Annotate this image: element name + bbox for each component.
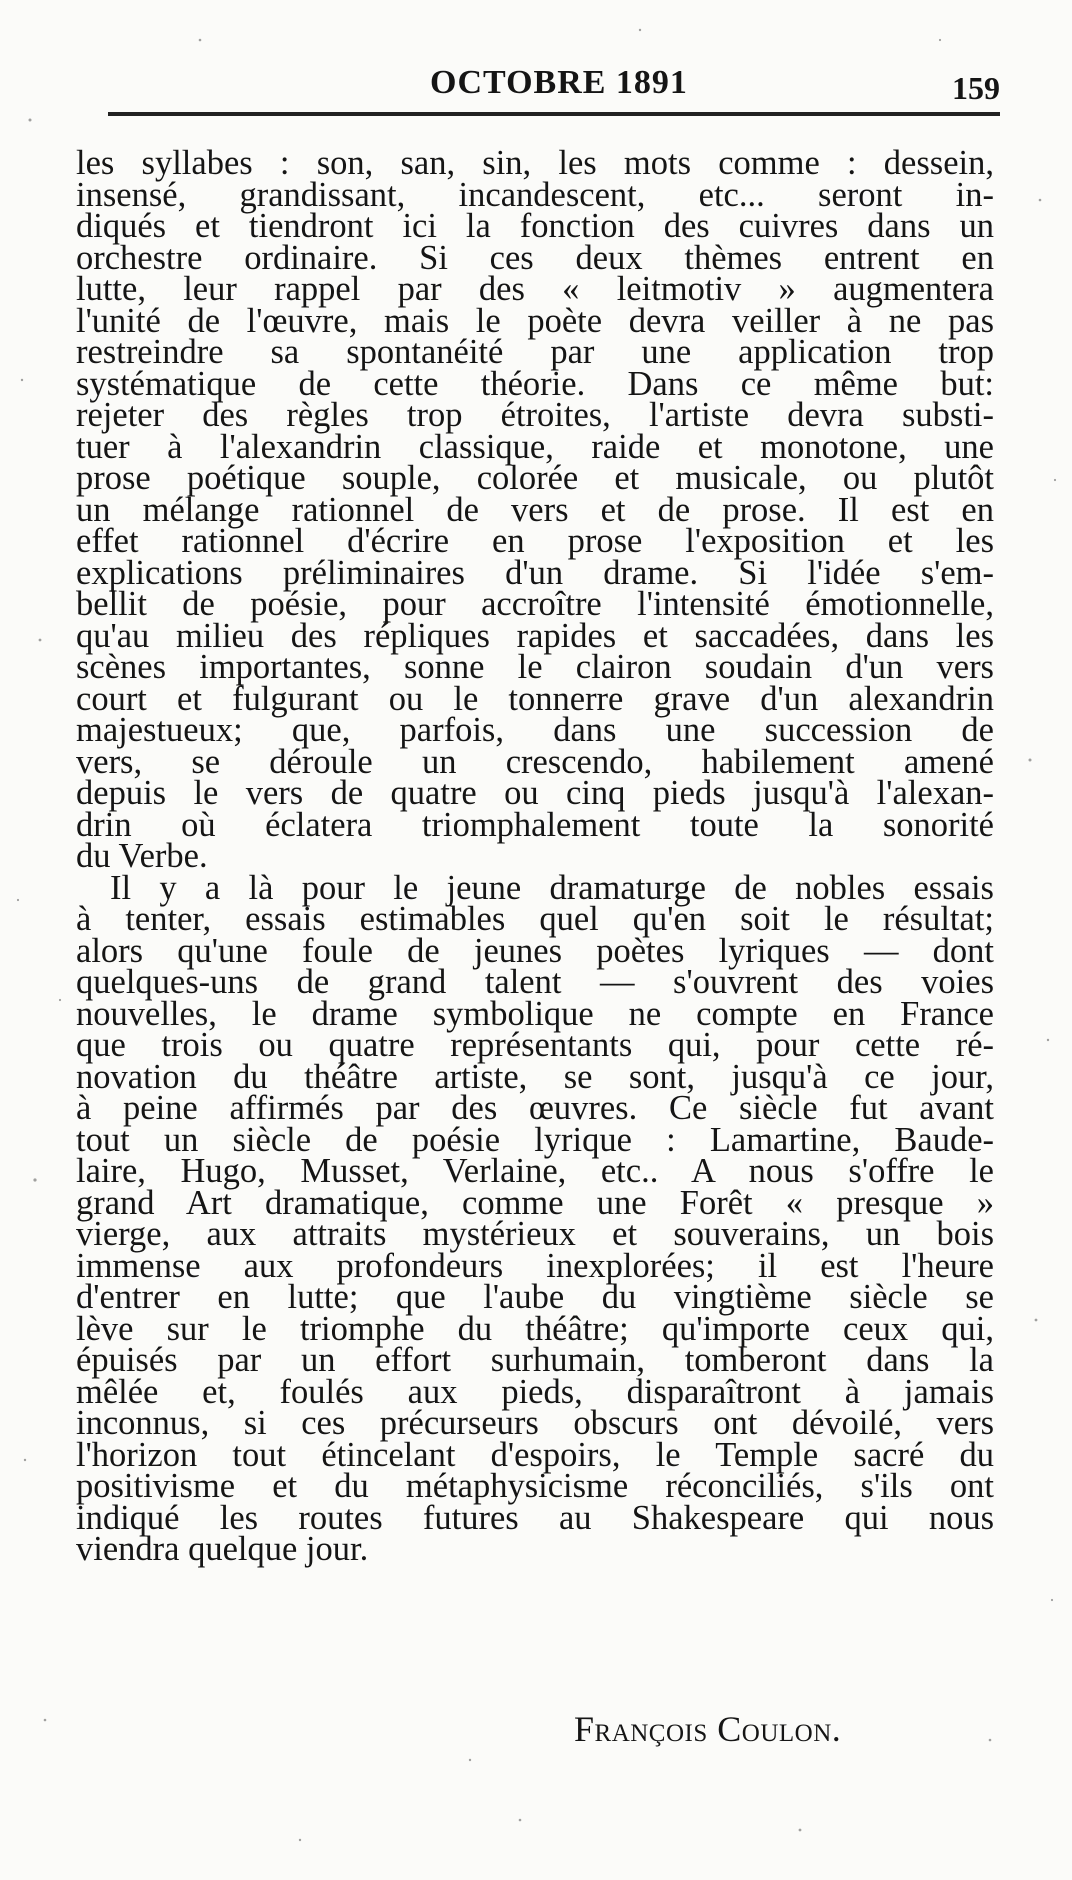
text-line: diqués et tiendront ici la fonction des cuivres dans un <box>76 207 994 245</box>
text-line: novation du théâtre artiste, se sont, jusqu'à ce jour, <box>76 1057 994 1096</box>
text-line: scènes importantes, sonne le clairon soudain d'un vers <box>76 648 994 686</box>
text-line: lève sur le triomphe du théâtre; qu'importe ceux qui, <box>76 1309 994 1348</box>
text-line: positivisme et du métaphysicisme réconciliés, s'ils ont <box>76 1467 994 1505</box>
author-signature: François Coulon. <box>574 1709 842 1749</box>
text-line: qu'au milieu des répliques rapides et saccadées, dans les <box>76 616 994 655</box>
text-line: alors qu'une foule de jeunes poètes lyriques — dont <box>76 931 994 970</box>
paragraph-1 <box>76 144 994 875</box>
text-line: d'entrer en lutte; que l'aube du vingtième siècle se <box>76 1278 994 1316</box>
text-line: systématique de cette théorie. Dans ce même but: <box>76 364 994 403</box>
text-line: que trois ou quatre représentants qui, pour cette ré- <box>76 1026 994 1064</box>
text-line: vers, se déroule un crescendo, habilement amené <box>76 742 994 781</box>
article-body <box>76 144 994 1568</box>
text-line: l'unité de l'œuvre, mais le poète devra veiller à ne pas <box>76 301 994 340</box>
header-rule <box>108 112 1000 116</box>
text-line: effet rationnel d'écrire en prose l'exposition et les <box>76 522 994 560</box>
text-line: insensé, grandissant, incandescent, etc... seront in- <box>76 175 994 214</box>
text-line: un mélange rationnel de vers et de prose. Il est en <box>76 490 994 529</box>
text-line: Il y a là pour le jeune dramaturge de nobles essais <box>110 868 994 907</box>
text-line: tout un siècle de poésie lyrique : Lamartine, Baude- <box>76 1120 994 1159</box>
text-line: majestueux; que, parfois, dans une succession de <box>76 711 994 749</box>
text-line: inconnus, si ces précurseurs obscurs ont dévoilé, vers <box>76 1404 994 1442</box>
text-line: les syllabes : son, san, sin, les mots comme : dessein, <box>76 144 994 182</box>
text-line: restreindre sa spontanéité par une application trop <box>76 333 994 371</box>
text-line: tuer à l'alexandrin classique, raide et monotone, une <box>76 427 994 466</box>
text-line: du Verbe. <box>76 837 208 875</box>
text-line: prose poétique souple, colorée et musicale, ou plutôt <box>76 459 994 497</box>
text-line: nouvelles, le drame symbolique ne compte en France <box>76 994 994 1033</box>
text-line: vierge, aux attraits mystérieux et souverains, un bois <box>76 1215 994 1253</box>
text-line: rejeter des règles trop étroites, l'artiste devra substi- <box>76 396 994 434</box>
text-line: explications préliminaires d'un drame. Si l'idée s'em- <box>76 553 994 592</box>
text-line: grand Art dramatique, comme une Forêt « presque » <box>76 1183 994 1222</box>
text-line: viendra quelque jour. <box>76 1530 369 1568</box>
page-header <box>100 62 1000 110</box>
text-line: laire, Hugo, Musset, Verlaine, etc.. A nous s'offre le <box>76 1152 994 1190</box>
page-number: 159 <box>952 70 1000 106</box>
text-line: orchestre ordinaire. Si ces deux thèmes entrent en <box>76 238 994 277</box>
text-line: à tenter, essais estimables quel qu'en soit le résultat; <box>76 900 994 938</box>
text-line: bellit de poésie, pour accroître l'intensité émotionnelle, <box>76 585 994 623</box>
text-line: indiqué les routes futures au Shakespeare qui nous <box>76 1498 994 1537</box>
running-title: OCTOBRE 1891 <box>430 64 688 101</box>
text-line: lutte, leur rappel par des « leitmotiv » augmentera <box>76 270 994 308</box>
text-line: drin où éclatera triomphalement toute la sonorité <box>76 805 994 844</box>
paragraph-2 <box>76 868 994 1568</box>
text-line: court et fulgurant ou le tonnerre grave d'un alexandrin <box>76 679 994 718</box>
text-line: mêlée et, foulés aux pieds, disparaîtront à jamais <box>76 1372 994 1411</box>
text-line: l'horizon tout étincelant d'espoirs, le Temple sacré du <box>76 1435 994 1474</box>
text-line: épuisés par un effort surhumain, tomberont dans la <box>76 1341 994 1379</box>
text-line: depuis le vers de quatre ou cinq pieds jusqu'à l'alexan- <box>76 774 994 812</box>
text-line: immense aux profondeurs inexplorées; il est l'heure <box>76 1246 994 1285</box>
text-line: à peine affirmés par des œuvres. Ce siècle fut avant <box>76 1089 994 1127</box>
text-line: quelques-uns de grand talent — s'ouvrent des voies <box>76 963 994 1001</box>
